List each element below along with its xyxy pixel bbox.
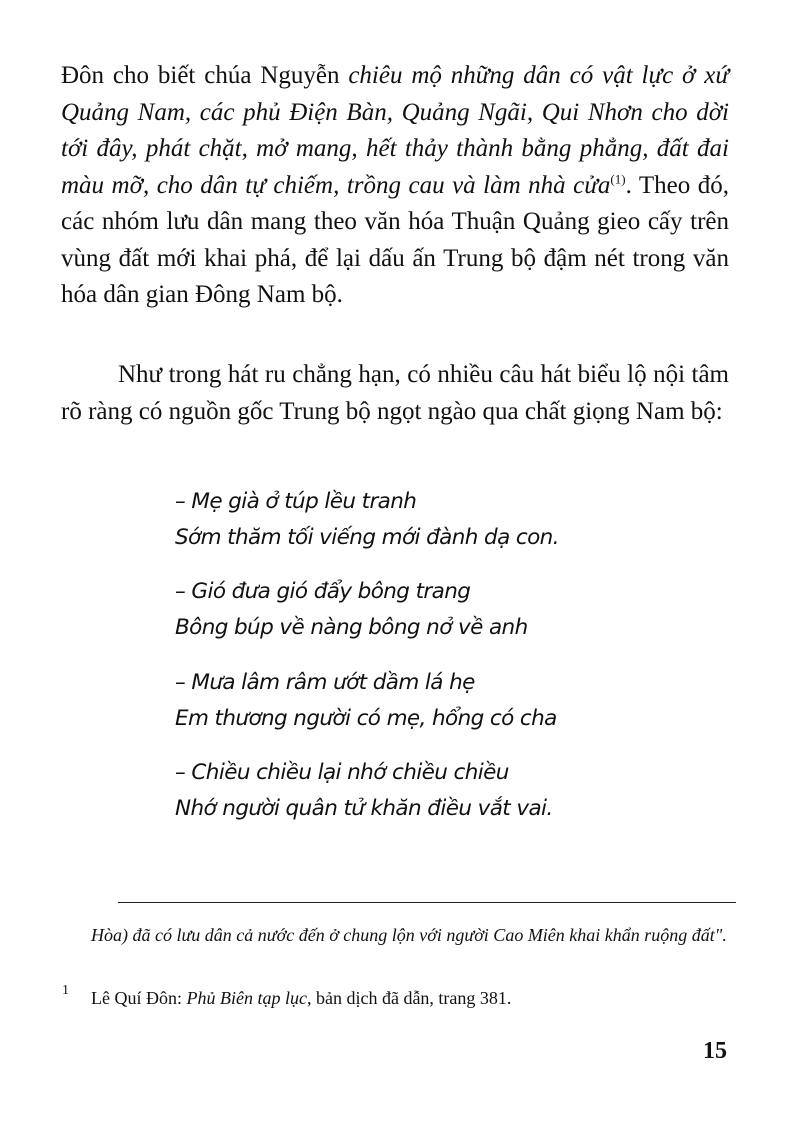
verse-line: Bông búp về nàng bông nở về anh [175,615,528,640]
verse-line: – Mẹ già ở túp lều tranh [175,489,417,514]
footnote-divider [118,902,736,903]
paragraph-1-text-b: . Theo đó, các nhóm lưu dân mang theo văn hóa Thuận Quảng gieo cấy trên vùng đất mới khai phá, để lại dấu ấn Trung bộ đậm nét trong văn hóa dân gian Đông Nam bộ. [61,171,729,308]
footnote-marker: 1 [62,983,69,998]
paragraph-2: Như trong hát ru chẳng hạn, có nhiều câu hát biểu lộ nội tâm rõ ràng có nguồn gốc Trung bộ ngọt ngào qua chất giọng Nam bộ: [61,361,729,425]
verse-line: Nhớ người quân tử khăn điều vắt vai. [175,796,553,821]
verse-line: Sớm thăm tối viếng mới đành dạ con. [175,525,559,550]
footnote-1 [91,983,731,1013]
footnote-continued: Hòa) đã có lưu dân cả nước đến ở chung lộn với người Cao Miên khai khẩn ruộng đất". [91,925,727,945]
verse-4 [175,755,735,827]
verse-3 [175,665,735,737]
verse-line: – Gió đưa gió đẩy bông trang [175,579,471,604]
page-number: 15 [703,1038,727,1064]
verse-1 [175,484,735,556]
footnote-book-title: Phủ Biên tạp lục [186,988,307,1008]
verse-line: Em thương người có mẹ, hổng có cha [175,706,557,731]
paragraph-1-quote: chiêu mộ những dân có vật lực ở xứ Quảng Nam, các phủ Điện Bàn, Quảng Ngãi, Qui Nhơn cho dời tới đây, phát chặt, mở mang, hết thảy thành bằng phẳng, đất đai màu mỡ, cho dân tự chiếm, trồng cau và làm nhà cửa [61,62,729,199]
paragraph-1-text-a: Đôn cho biết chúa Nguyễn [61,62,349,89]
footnote-author: Lê Quí Đôn: [91,988,187,1008]
verse-line: – Chiều chiều lại nhớ chiều chiều [175,760,509,785]
footnote-reference: (1) [610,171,626,187]
footnote-rest: , bản dịch đã dẫn, trang 381. [306,988,512,1008]
paragraph-1 [61,58,729,314]
verse-line: – Mưa lâm râm ướt dầm lá hẹ [175,670,475,695]
verse-2 [175,574,735,646]
